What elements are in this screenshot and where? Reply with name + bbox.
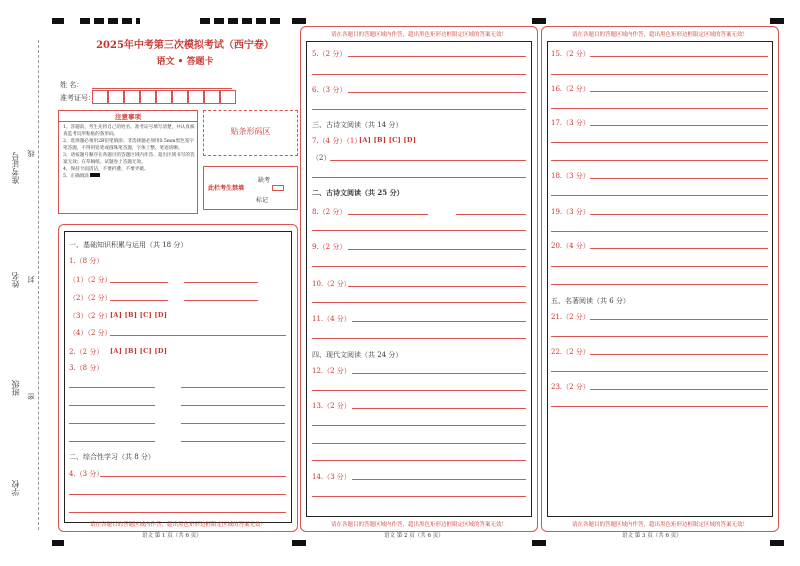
sidebar-feng: 封	[27, 276, 35, 283]
barcode-area	[203, 110, 298, 156]
absent-checkbox[interactable]	[272, 185, 284, 191]
answer-line[interactable]	[590, 56, 768, 57]
q7-label: 7.（4 分）（1）	[312, 137, 362, 145]
q14-label: 14.（3 分）	[312, 473, 351, 481]
binding-dash-line	[38, 40, 39, 530]
answer-line[interactable]	[312, 390, 526, 391]
q10-label: 10.（2 分）	[312, 280, 351, 288]
q1-2-label: （2）（2 分）	[69, 294, 112, 302]
timing-mark	[200, 18, 280, 24]
answer-line[interactable]	[590, 319, 768, 320]
answer-line[interactable]	[348, 56, 526, 57]
inner-frame	[547, 41, 773, 517]
answer-line[interactable]	[312, 74, 526, 75]
answer-line[interactable]	[312, 425, 526, 426]
page-footer-1: 语文 第 1 页（共 6 页）	[142, 533, 202, 539]
q20-label: 20.（4 分）	[551, 242, 590, 250]
answer-line[interactable]	[348, 249, 526, 250]
q4-label: 4.（3 分）	[69, 470, 104, 478]
q1-label: 1.（8 分）	[69, 257, 104, 265]
answer-line[interactable]	[184, 282, 258, 283]
answer-line[interactable]	[312, 230, 526, 231]
page-footer-3: 语文 第 3 页（共 6 页）	[622, 533, 682, 539]
notes-box	[58, 110, 198, 214]
answer-line[interactable]	[312, 109, 526, 110]
q6-label: 6.（3 分）	[312, 86, 347, 94]
q18-label: 18.（3 分）	[551, 172, 590, 180]
name-field[interactable]	[92, 88, 232, 89]
answer-line[interactable]	[551, 74, 768, 75]
answer-line[interactable]	[110, 300, 168, 301]
q7-options[interactable]: [A] [B] [C] [D]	[359, 136, 417, 144]
timing-mark	[770, 540, 784, 546]
answer-line[interactable]	[590, 91, 768, 92]
answer-line[interactable]	[352, 373, 526, 374]
absent-mark-2: 标记	[256, 197, 269, 204]
notes-title: 注意事项	[115, 113, 141, 121]
answer-line[interactable]	[590, 125, 768, 126]
panel-note-bottom: 请在各题目的答题区域内作答，超出黑色矩形边框限定区域的答案无效！	[571, 522, 748, 528]
q1-1-label: （1）（2 分）	[69, 276, 112, 284]
answer-line[interactable]	[590, 178, 768, 179]
section-2: 二、综合性学习（共 8 分）	[69, 453, 155, 461]
answer-line[interactable]	[551, 142, 768, 143]
panel-note-top: 请在各题目的答题区域内作答，超出黑色矩形边框限定区域的答案无效！	[571, 32, 748, 38]
q1-3-label: （3）（2 分）	[69, 312, 112, 320]
answer-line[interactable]	[551, 231, 768, 232]
answer-line[interactable]	[348, 214, 428, 215]
panel-note-bottom: 请在各题目的答题区域内作答，超出黑色矩形边框限定区域的答案无效！	[330, 522, 507, 528]
note-2: 2、选择题必须用2B铅笔填涂；非选择题必须用0.5mm黑色签字笔答题，不得用铅笔或圆珠笔答题，字体工整、笔迹清晰。	[63, 139, 194, 151]
page-footer-2: 语文 第 2 页（共 6 页）	[384, 533, 444, 539]
barcode-label: 贴条形码区	[230, 127, 271, 136]
q12-label: 12.（2 分）	[312, 367, 351, 375]
q2-options[interactable]: [A] [B] [C] [D]	[110, 347, 168, 355]
timing-mark	[532, 540, 546, 546]
q1-4-label: （4）（2 分）	[69, 329, 112, 337]
q2-label: 2.（2 分）	[69, 348, 104, 356]
answer-line[interactable]	[551, 284, 768, 285]
answer-line[interactable]	[551, 336, 768, 337]
answer-line[interactable]	[181, 387, 285, 388]
q11-label: 11.（4 分）	[312, 315, 351, 323]
answer-line[interactable]	[312, 302, 526, 303]
sidebar-name-label: 姓名	[11, 272, 20, 288]
q16-label: 16.（2 分）	[551, 85, 590, 93]
answer-line[interactable]	[352, 479, 526, 480]
answer-line[interactable]	[330, 160, 526, 161]
q13-label: 13.（2 分）	[312, 402, 351, 410]
answer-line[interactable]	[352, 321, 526, 322]
timing-mark	[532, 18, 546, 24]
answer-line[interactable]	[312, 443, 526, 444]
sidebar-school-label: 学校	[11, 480, 20, 496]
q17-label: 17.（3 分）	[551, 119, 590, 127]
note-1: 1、答题前，考生先将自己的姓名、准考证号填写清楚，并认真核查监考员所粘贴的条形码。	[63, 125, 195, 137]
section-4: 四、现代文阅读（共 24 分）	[312, 351, 403, 359]
panel-page-3	[541, 26, 779, 532]
panel-note-top: 请在各题目的答题区域内作答，超出黑色矩形边框限定区域的答案无效！	[330, 32, 507, 38]
q19-label: 19.（3 分）	[551, 208, 590, 216]
answer-line[interactable]	[181, 441, 285, 442]
section-1: 一、基础知识积累与运用（共 18 分）	[69, 241, 188, 249]
q7-2-label: （2）	[312, 154, 331, 162]
panel-page-1	[58, 224, 298, 532]
answer-line[interactable]	[551, 406, 768, 407]
answer-line[interactable]	[181, 423, 285, 424]
timing-mark	[52, 18, 64, 24]
timing-mark	[292, 540, 306, 546]
answer-line[interactable]	[69, 512, 286, 513]
answer-line[interactable]	[184, 300, 258, 301]
note-5: 5、正确填涂	[63, 173, 195, 180]
sidebar-class-label: 班级	[11, 380, 20, 396]
panel-note-bottom: 请在各题目的答题区域内作答，超出黑色矩形边框限定区域的答案无效！	[89, 522, 266, 528]
answer-line[interactable]	[551, 160, 768, 161]
note-4: 4、保持卡面清洁，不要折叠、不要弄破。	[63, 167, 149, 172]
id-label: 准考证号：	[60, 94, 95, 102]
answer-line[interactable]	[312, 266, 526, 267]
answer-line[interactable]	[312, 496, 526, 497]
answer-line[interactable]	[352, 408, 526, 409]
answer-line[interactable]	[181, 405, 285, 406]
answer-line[interactable]	[312, 338, 526, 339]
answer-line[interactable]	[551, 371, 768, 372]
answer-line[interactable]	[456, 214, 526, 215]
answer-line[interactable]	[590, 248, 768, 249]
answer-line[interactable]	[312, 460, 526, 461]
answer-line[interactable]	[551, 195, 768, 196]
answer-line[interactable]	[110, 335, 286, 336]
answer-line[interactable]	[69, 387, 155, 388]
section-5: 五、名著阅读（共 6 分）	[551, 297, 630, 305]
q23-label: 23.（2 分）	[551, 383, 590, 391]
answer-line[interactable]	[590, 389, 768, 390]
timing-mark	[292, 18, 306, 24]
q3-label: 3.（8 分）	[69, 364, 104, 372]
q21-label: 21.（2 分）	[551, 313, 590, 321]
absent-label: 此栏考生禁填	[208, 185, 245, 192]
answer-line[interactable]	[69, 405, 155, 406]
q22-label: 22.（2 分）	[551, 348, 590, 356]
answer-line[interactable]	[551, 108, 768, 109]
absent-mark-1: 缺考	[258, 177, 271, 184]
page-title: 2025年中考第三次模拟考试（西宁卷）	[96, 40, 274, 51]
q5-label: 5.（2 分）	[312, 50, 347, 58]
timing-mark	[52, 540, 64, 546]
answer-line[interactable]	[590, 214, 768, 215]
page-subtitle: 语文 • 答题卡	[156, 57, 214, 67]
timing-mark	[770, 18, 784, 24]
q1-3-options[interactable]: [A] [B] [C] [D]	[110, 311, 168, 319]
answer-line[interactable]	[69, 423, 155, 424]
timing-mark	[80, 18, 140, 24]
q9-label: 9.（2 分）	[312, 243, 347, 251]
sidebar-mi: 密	[27, 393, 35, 400]
answer-line[interactable]	[69, 494, 286, 495]
answer-line[interactable]	[110, 282, 168, 283]
name-label: 姓 名：	[60, 81, 84, 89]
q15-label: 15.（2 分）	[551, 50, 590, 58]
note-3: 3、请按题号顺序在各题目的答题区域内作答，超出区域书写的答案无效；在草稿纸、试题卷上答题无效。	[63, 153, 195, 165]
answer-line[interactable]	[348, 92, 526, 93]
answer-line[interactable]	[551, 266, 768, 267]
section-b: 二、古诗文阅读（共 25 分）	[312, 188, 404, 197]
sidebar-xian: 线	[27, 150, 35, 157]
q8-label: 8.（2 分）	[312, 208, 347, 216]
answer-line[interactable]	[100, 476, 286, 477]
answer-line[interactable]	[69, 441, 155, 442]
answer-line[interactable]	[348, 286, 526, 287]
answer-line[interactable]	[590, 354, 768, 355]
absent-box	[203, 166, 298, 210]
answer-line[interactable]	[312, 177, 526, 178]
sidebar-id-label: 准考证号	[11, 152, 20, 184]
section-3: 三、古诗文阅读（共 14 分）	[312, 121, 403, 129]
